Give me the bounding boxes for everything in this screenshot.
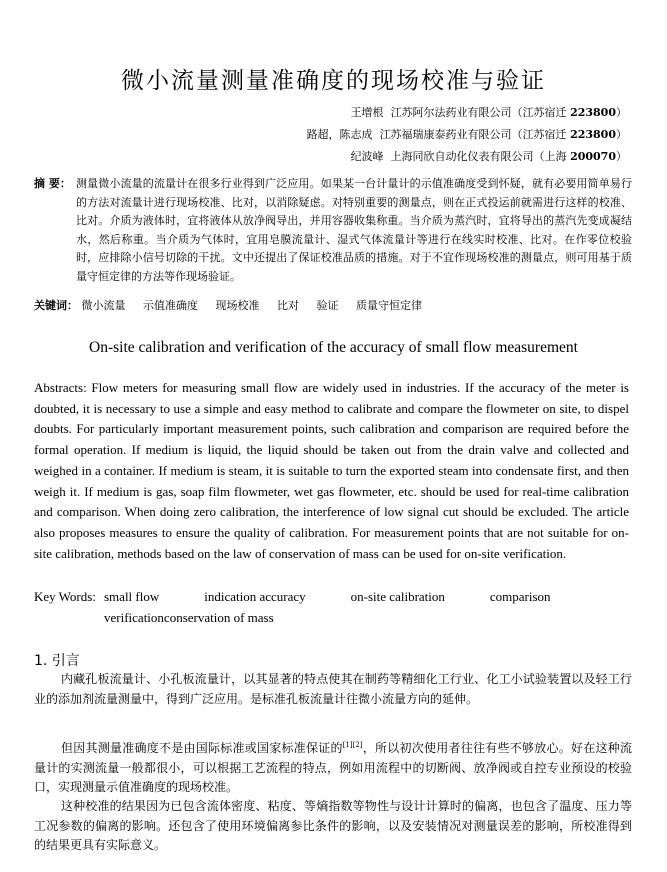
author-names: 路超，陈志成 <box>306 128 373 141</box>
body-paragraph <box>34 736 632 798</box>
keyword-en: on-site calibration <box>350 589 445 604</box>
author-close: ） <box>616 128 627 141</box>
author-zip: 200070 <box>570 150 616 163</box>
keyword-en: indication accuracy <box>204 589 306 604</box>
paragraph-text: 但因其测量准确度不是由国际标准或国家标准保证的 <box>61 741 343 755</box>
abstract-en: Abstracts: Flow meters for measuring small flow are widely used in industries. If the accuracy of the meter is doubted, it is necessary to use a simple and easy method to calibrate and compare the flowmeter on site, to dispel doubts. For particularly important measurement points, such calibration and comparison are required before the formal operation. If medium is liquid, the liquid should be taken out from the drain valve and collected and weighed in a container. If medium is steam, it is suitable to turn the exported steam into condensate first, and then weigh it. If medium is gas, soap film flowmeter, wet gas flowmeter, etc. should be used for real-time calibration and comparison. When doing zero calibration, the interference of low signal cut should be excluded. The article also proposes measures to ensure the quality of calibration. For measurement points that are not suitable for on-site calibration, methods based on the law of conservation of mass can be used for on-site verification. <box>34 380 629 561</box>
keyword-cn: 比对 <box>277 299 299 312</box>
author-names: 王增根 <box>350 106 384 119</box>
keyword-cn: 质量守恒定律 <box>356 299 422 312</box>
keywords-cn-label: 关键词： <box>34 299 78 312</box>
keywords-en-label: Key Words: <box>34 589 96 604</box>
author-affiliation: 江苏福瑞康泰药业有限公司（江苏宿迁 <box>379 128 567 141</box>
body-paragraph: 这种校准的结果因为已包含流体密度、粘度、等熵指数等物性与设计计算时的偏离，也包含了温度、压力等工况参数的偏离的影响。还包含了使用环境偏离参比条件的影响，以及安装情况对测量误差的影响，所校准得到的结果更具有实际意义。 <box>34 799 632 852</box>
keyword-cn: 微小流量 <box>81 299 126 312</box>
abstract-cn-text: 测量微小流量的流量计在很多行业得到广泛应用。如果某一台计量计的示值准确度受到怀疑，就有必要用简单易行的方法对流量计进行现场校准、比对，以消除疑虑。对特别重要的测量点，则在正式投运前就需进行这样的校准、比对。介质为液体时，宜将液体从放净阀导出，并用容器收集称重。当介质为蒸汽时，宜将导出的蒸汽先变成凝结水，然后称重。当介质为气体时，宜用皂膜流量计、湿式气体流量计等进行在线实时校准、比对。在作零位校验时，应排除小信号切除的干扰。文中还提出了保证校准品质的措施。对于不宜作现场校准的测量点，则可用基于质量守恒定律的方法等作现场验证。 <box>76 177 632 283</box>
keyword-en: comparison <box>489 589 551 604</box>
citation: [1][2] <box>342 741 363 749</box>
keyword-cn: 现场校准 <box>215 299 260 312</box>
body-paragraph: 内藏孔板流量计、小孔板流量计，以其显著的特点使其在制药等精细化工行业、化工小试验装置以及轻工行业的添加剂流量测量中，得到广泛应用。是标准孔板流量计往微小流量方向的延伸。 <box>34 672 632 706</box>
author-zip: 223800 <box>570 128 616 141</box>
author-line-3 <box>351 148 627 164</box>
author-zip: 223800 <box>570 106 616 119</box>
author-line-1 <box>351 104 627 120</box>
paragraph-text: ，所以初次使用者往往有些不够放心。好在这种流量计的实测流量一般都很小，可以根据工艺流程的特点，例如用流程中的切断阀、放净阀或自控专业预设的校验口，实现测量示值准确度的现场校准。 <box>34 741 632 794</box>
abstract-cn-label: 摘 要： <box>34 177 71 190</box>
author-names: 纪波峰 <box>350 150 384 163</box>
keywords-cn <box>34 297 436 313</box>
author-close: ） <box>616 150 627 163</box>
keyword-en: verification <box>104 609 164 625</box>
keywords-en <box>34 587 634 628</box>
author-close: ） <box>616 106 627 119</box>
keyword-cn: 示值准确度 <box>143 299 198 312</box>
section-heading: 1. 引言 <box>34 653 80 669</box>
keyword-en: small flow <box>104 589 160 604</box>
abstract-cn <box>34 175 632 286</box>
keyword-en: conservation of mass <box>163 609 274 625</box>
author-affiliation: 江苏阿尔法药业有限公司（江苏宿迁 <box>390 106 567 119</box>
english-title: On-site calibration and verification of the accuracy of small flow measurement <box>89 339 578 356</box>
author-line-2 <box>307 126 627 142</box>
author-affiliation: 上海同欣自动化仪表有限公司（上海 <box>390 150 567 163</box>
keyword-cn: 验证 <box>316 299 339 312</box>
paper-title: 微小流量测量准确度的现场校准与验证 <box>121 68 546 94</box>
